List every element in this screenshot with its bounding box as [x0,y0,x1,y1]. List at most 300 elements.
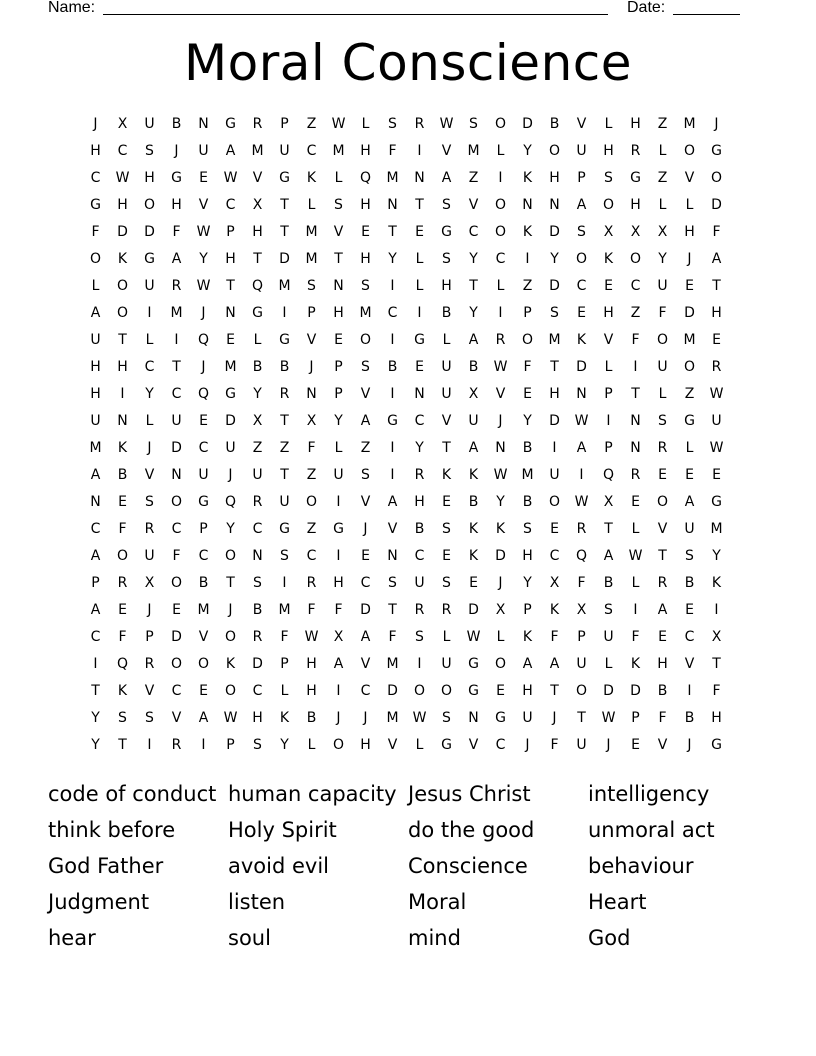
grid-letter[interactable]: P [226,224,235,240]
grid-letter[interactable]: F [658,710,667,726]
grid-letter[interactable]: L [631,521,640,537]
grid-letter[interactable]: T [712,656,721,672]
grid-letter[interactable]: A [549,656,560,672]
grid-letter[interactable]: E [172,602,181,618]
grid-letter[interactable]: O [656,494,669,510]
grid-letter[interactable]: R [144,521,155,537]
grid-letter[interactable]: W [412,710,427,726]
grid-letter[interactable]: R [279,386,290,402]
grid-letter[interactable]: C [360,575,371,591]
grid-letter[interactable]: G [711,737,722,753]
grid-letter[interactable]: N [630,440,641,456]
grid-letter[interactable]: A [90,305,101,321]
grid-letter[interactable]: X [117,116,128,132]
grid-letter[interactable]: J [174,143,179,159]
grid-letter[interactable]: I [282,305,287,321]
grid-letter[interactable]: H [522,683,533,699]
grid-letter[interactable]: P [604,386,613,402]
grid-letter[interactable]: I [498,170,503,186]
grid-letter[interactable]: N [549,197,560,213]
grid-letter[interactable]: O [683,359,696,375]
grid-letter[interactable]: F [550,737,559,753]
grid-letter[interactable]: P [631,710,640,726]
grid-letter[interactable]: E [442,494,451,510]
grid-letter[interactable]: P [604,440,613,456]
grid-letter[interactable]: P [280,116,289,132]
grid-letter[interactable]: D [684,305,695,321]
grid-letter[interactable]: I [606,413,611,429]
grid-letter[interactable]: V [576,116,587,132]
grid-letter[interactable]: S [442,197,451,213]
grid-letter[interactable]: F [388,629,397,645]
grid-letter[interactable]: P [226,737,235,753]
grid-letter[interactable]: M [683,116,696,132]
grid-letter[interactable]: Z [306,116,317,132]
grid-letter[interactable]: H [90,359,101,375]
grid-letter[interactable]: N [387,197,398,213]
grid-letter[interactable]: N [333,278,344,294]
grid-letter[interactable]: A [333,656,344,672]
grid-letter[interactable]: M [305,251,318,267]
grid-letter[interactable]: J [363,521,368,537]
grid-letter[interactable]: R [252,629,263,645]
grid-letter[interactable]: R [171,278,182,294]
grid-letter[interactable]: J [498,413,503,429]
grid-letter[interactable]: O [710,170,723,186]
grid-letter[interactable]: F [118,629,127,645]
grid-letter[interactable]: T [91,683,100,699]
grid-letter[interactable]: L [496,278,505,294]
grid-letter[interactable]: J [606,737,611,753]
grid-letter[interactable]: H [603,143,614,159]
grid-letter[interactable]: I [336,548,341,564]
grid-letter[interactable]: P [334,386,343,402]
grid-letter[interactable]: S [658,413,667,429]
grid-letter[interactable]: B [522,494,533,510]
grid-letter[interactable]: Y [658,251,667,267]
grid-letter[interactable]: A [225,143,236,159]
grid-letter[interactable]: U [144,116,155,132]
grid-letter[interactable]: X [333,629,344,645]
grid-letter[interactable]: P [523,602,532,618]
grid-letter[interactable]: P [280,656,289,672]
grid-letter[interactable]: O [170,656,183,672]
grid-letter[interactable]: M [386,170,399,186]
grid-letter[interactable]: H [333,575,344,591]
grid-letter[interactable]: Y [523,575,532,591]
grid-letter[interactable]: H [117,359,128,375]
grid-letter[interactable]: I [390,440,395,456]
grid-letter[interactable]: L [361,116,370,132]
grid-letter[interactable]: S [334,197,343,213]
grid-letter[interactable]: D [630,683,641,699]
grid-letter[interactable]: A [468,440,479,456]
grid-letter[interactable]: Q [197,386,210,402]
grid-letter[interactable]: S [442,251,451,267]
grid-letter[interactable]: M [467,143,480,159]
grid-letter[interactable]: J [525,737,530,753]
grid-letter[interactable]: H [630,197,641,213]
grid-letter[interactable]: D [549,224,560,240]
grid-letter[interactable]: E [415,359,424,375]
grid-letter[interactable]: G [387,413,398,429]
grid-letter[interactable]: U [549,467,560,483]
grid-letter[interactable]: U [279,143,290,159]
grid-letter[interactable]: I [336,494,341,510]
grid-letter[interactable]: B [522,440,533,456]
grid-letter[interactable]: U [198,467,209,483]
grid-letter[interactable]: M [305,224,318,240]
grid-letter[interactable]: K [306,170,317,186]
grid-letter[interactable]: H [684,224,695,240]
grid-letter[interactable]: H [630,116,641,132]
grid-letter[interactable]: I [417,305,422,321]
grid-letter[interactable]: S [442,521,451,537]
grid-letter[interactable]: E [226,332,235,348]
grid-letter[interactable]: N [468,710,479,726]
grid-letter[interactable]: M [359,305,372,321]
grid-letter[interactable]: F [712,224,721,240]
grid-letter[interactable]: Y [469,251,478,267]
grid-letter[interactable]: X [549,575,560,591]
grid-letter[interactable]: Q [197,332,210,348]
grid-letter[interactable]: P [91,575,100,591]
grid-letter[interactable]: E [658,467,667,483]
grid-letter[interactable]: E [199,683,208,699]
grid-letter[interactable]: I [174,332,179,348]
grid-letter[interactable]: D [387,683,398,699]
grid-letter[interactable]: V [144,467,155,483]
grid-letter[interactable]: C [90,521,101,537]
grid-letter[interactable]: B [684,575,695,591]
grid-letter[interactable]: N [198,116,209,132]
grid-letter[interactable]: W [574,494,589,510]
grid-letter[interactable]: A [198,710,209,726]
grid-letter[interactable]: R [306,575,317,591]
grid-letter[interactable]: U [522,710,533,726]
grid-letter[interactable]: O [548,143,561,159]
grid-letter[interactable]: T [469,278,478,294]
grid-letter[interactable]: S [361,278,370,294]
grid-letter[interactable]: L [415,737,424,753]
grid-letter[interactable]: I [552,440,557,456]
grid-letter[interactable]: T [118,737,127,753]
grid-letter[interactable]: A [360,629,371,645]
grid-letter[interactable]: S [604,602,613,618]
grid-letter[interactable]: G [414,332,425,348]
grid-letter[interactable]: R [414,467,425,483]
grid-letter[interactable]: L [145,332,154,348]
grid-letter[interactable]: T [280,224,289,240]
grid-letter[interactable]: Y [226,521,235,537]
grid-letter[interactable]: F [172,224,181,240]
grid-letter[interactable]: L [658,386,667,402]
grid-letter[interactable]: D [549,278,560,294]
grid-letter[interactable]: N [306,386,317,402]
grid-letter[interactable]: U [171,413,182,429]
grid-letter[interactable]: N [90,494,101,510]
grid-letter[interactable]: U [414,575,425,591]
grid-letter[interactable]: P [145,629,154,645]
grid-letter[interactable]: Y [550,251,559,267]
grid-letter[interactable]: E [550,521,559,537]
grid-letter[interactable]: B [252,359,263,375]
grid-letter[interactable]: Q [224,494,237,510]
grid-letter[interactable]: O [143,197,156,213]
grid-letter[interactable]: E [712,467,721,483]
grid-letter[interactable]: E [469,575,478,591]
grid-letter[interactable]: K [117,683,128,699]
grid-letter[interactable]: X [711,629,722,645]
grid-letter[interactable]: A [576,440,587,456]
grid-letter[interactable]: H [252,224,263,240]
grid-letter[interactable]: M [710,521,723,537]
grid-letter[interactable]: W [196,224,211,240]
grid-letter[interactable]: B [387,359,398,375]
grid-letter[interactable]: D [603,683,614,699]
grid-letter[interactable]: C [171,386,182,402]
grid-letter[interactable]: G [225,386,236,402]
grid-letter[interactable]: X [252,197,263,213]
grid-letter[interactable]: T [280,467,289,483]
grid-letter[interactable]: V [333,224,344,240]
grid-letter[interactable]: S [550,305,559,321]
grid-letter[interactable]: G [225,116,236,132]
grid-letter[interactable]: P [577,170,586,186]
grid-letter[interactable]: C [171,521,182,537]
grid-letter[interactable]: L [334,170,343,186]
grid-letter[interactable]: U [576,143,587,159]
grid-letter[interactable]: L [496,629,505,645]
grid-letter[interactable]: D [576,359,587,375]
grid-letter[interactable]: H [360,143,371,159]
grid-letter[interactable]: V [657,521,668,537]
grid-letter[interactable]: T [118,332,127,348]
grid-letter[interactable]: Q [575,548,588,564]
grid-letter[interactable]: L [496,143,505,159]
grid-letter[interactable]: E [334,332,343,348]
grid-letter[interactable]: T [388,224,397,240]
grid-letter[interactable]: I [633,359,638,375]
grid-letter[interactable]: S [280,548,289,564]
grid-letter[interactable]: H [171,197,182,213]
grid-letter[interactable]: R [414,602,425,618]
grid-letter[interactable]: H [90,386,101,402]
grid-letter[interactable]: O [440,683,453,699]
grid-letter[interactable]: Y [253,386,262,402]
grid-letter[interactable]: A [90,467,101,483]
grid-letter[interactable]: Y [199,251,208,267]
grid-letter[interactable]: O [494,224,507,240]
grid-letter[interactable]: V [144,683,155,699]
grid-letter[interactable]: L [415,278,424,294]
grid-letter[interactable]: A [90,548,101,564]
grid-letter[interactable]: D [279,251,290,267]
grid-letter[interactable]: I [498,305,503,321]
grid-letter[interactable]: E [658,629,667,645]
grid-letter[interactable]: B [549,116,560,132]
grid-letter[interactable]: M [278,278,291,294]
grid-letter[interactable]: V [171,710,182,726]
grid-letter[interactable]: H [360,197,371,213]
grid-letter[interactable]: R [414,116,425,132]
grid-letter[interactable]: W [196,278,211,294]
grid-letter[interactable]: L [307,197,316,213]
grid-letter[interactable]: S [523,521,532,537]
grid-letter[interactable]: S [145,710,154,726]
grid-letter[interactable]: D [360,602,371,618]
grid-letter[interactable]: B [117,467,128,483]
grid-letter[interactable]: X [630,224,641,240]
grid-letter[interactable]: E [685,467,694,483]
grid-letter[interactable]: O [575,683,588,699]
grid-letter[interactable]: E [712,332,721,348]
grid-letter[interactable]: M [251,143,264,159]
grid-letter[interactable]: Y [91,710,100,726]
grid-letter[interactable]: J [552,710,557,726]
grid-letter[interactable]: X [252,413,263,429]
grid-letter[interactable]: T [442,440,451,456]
grid-letter[interactable]: T [280,413,289,429]
grid-letter[interactable]: J [336,710,341,726]
grid-letter[interactable]: T [631,386,640,402]
grid-letter[interactable]: U [90,413,101,429]
grid-letter[interactable]: B [198,575,209,591]
grid-letter[interactable]: V [441,143,452,159]
grid-letter[interactable]: I [417,656,422,672]
grid-letter[interactable]: R [657,440,668,456]
grid-letter[interactable]: R [657,575,668,591]
grid-letter[interactable]: E [685,602,694,618]
grid-letter[interactable]: B [306,710,317,726]
grid-letter[interactable]: O [602,197,615,213]
grid-letter[interactable]: C [576,278,587,294]
grid-letter[interactable]: G [441,737,452,753]
grid-letter[interactable]: Y [280,737,289,753]
grid-letter[interactable]: E [361,224,370,240]
grid-letter[interactable]: T [226,575,235,591]
grid-letter[interactable]: O [494,116,507,132]
grid-letter[interactable]: I [93,656,98,672]
grid-letter[interactable]: D [711,197,722,213]
grid-letter[interactable]: Y [388,251,397,267]
grid-letter[interactable]: T [604,521,613,537]
grid-letter[interactable]: J [228,602,233,618]
grid-letter[interactable]: S [469,116,478,132]
grid-letter[interactable]: H [549,170,560,186]
grid-letter[interactable]: R [576,521,587,537]
grid-letter[interactable]: H [414,494,425,510]
grid-letter[interactable]: E [415,224,424,240]
grid-letter[interactable]: B [657,683,668,699]
grid-letter[interactable]: H [711,710,722,726]
grid-letter[interactable]: J [309,359,314,375]
grid-letter[interactable]: O [548,494,561,510]
grid-letter[interactable]: A [171,251,182,267]
grid-letter[interactable]: B [171,116,182,132]
grid-letter[interactable]: L [685,197,694,213]
grid-letter[interactable]: U [441,359,452,375]
grid-letter[interactable]: M [683,332,696,348]
grid-letter[interactable]: R [630,143,641,159]
grid-letter[interactable]: I [579,467,584,483]
grid-letter[interactable]: A [603,548,614,564]
grid-letter[interactable]: J [687,737,692,753]
grid-letter[interactable]: A [90,602,101,618]
grid-letter[interactable]: S [307,278,316,294]
grid-letter[interactable]: O [683,143,696,159]
grid-letter[interactable]: H [603,305,614,321]
grid-letter[interactable]: G [333,521,344,537]
grid-letter[interactable]: Z [468,170,479,186]
grid-letter[interactable]: B [279,359,290,375]
name-field-line[interactable] [103,0,608,15]
grid-letter[interactable]: G [171,170,182,186]
grid-letter[interactable]: L [145,413,154,429]
grid-letter[interactable]: C [306,143,317,159]
grid-letter[interactable]: J [93,116,98,132]
grid-letter[interactable]: U [576,656,587,672]
grid-letter[interactable]: U [225,440,236,456]
grid-letter[interactable]: S [118,710,127,726]
grid-letter[interactable]: L [442,629,451,645]
grid-letter[interactable]: T [550,359,559,375]
grid-letter[interactable]: D [171,440,182,456]
grid-letter[interactable]: K [522,224,533,240]
grid-letter[interactable]: R [441,602,452,618]
grid-letter[interactable]: X [657,224,668,240]
grid-letter[interactable]: V [198,197,209,213]
grid-letter[interactable]: S [145,494,154,510]
grid-letter[interactable]: I [201,737,206,753]
grid-letter[interactable]: V [387,521,398,537]
grid-letter[interactable]: M [224,359,237,375]
grid-letter[interactable]: O [494,656,507,672]
grid-letter[interactable]: C [549,548,560,564]
grid-letter[interactable]: O [494,197,507,213]
grid-letter[interactable]: O [575,251,588,267]
grid-letter[interactable]: P [307,305,316,321]
grid-letter[interactable]: F [91,224,100,240]
grid-letter[interactable]: Q [359,170,372,186]
grid-letter[interactable]: T [226,278,235,294]
grid-letter[interactable]: V [684,170,695,186]
grid-letter[interactable]: O [359,332,372,348]
grid-letter[interactable]: L [280,683,289,699]
grid-letter[interactable]: F [334,602,343,618]
grid-letter[interactable]: D [522,116,533,132]
grid-letter[interactable]: G [279,521,290,537]
grid-letter[interactable]: B [252,602,263,618]
grid-letter[interactable]: H [441,278,452,294]
grid-letter[interactable]: Y [523,413,532,429]
grid-letter[interactable]: G [90,197,101,213]
grid-letter[interactable]: L [604,116,613,132]
grid-letter[interactable]: W [709,440,724,456]
grid-letter[interactable]: T [334,251,343,267]
grid-letter[interactable]: I [417,143,422,159]
grid-letter[interactable]: U [90,332,101,348]
grid-letter[interactable]: X [468,386,479,402]
grid-letter[interactable]: R [711,359,722,375]
grid-letter[interactable]: K [603,251,614,267]
grid-letter[interactable]: I [390,332,395,348]
grid-letter[interactable]: L [604,656,613,672]
grid-letter[interactable]: Z [306,521,317,537]
grid-letter[interactable]: J [201,359,206,375]
grid-letter[interactable]: S [577,224,586,240]
grid-letter[interactable]: E [496,683,505,699]
